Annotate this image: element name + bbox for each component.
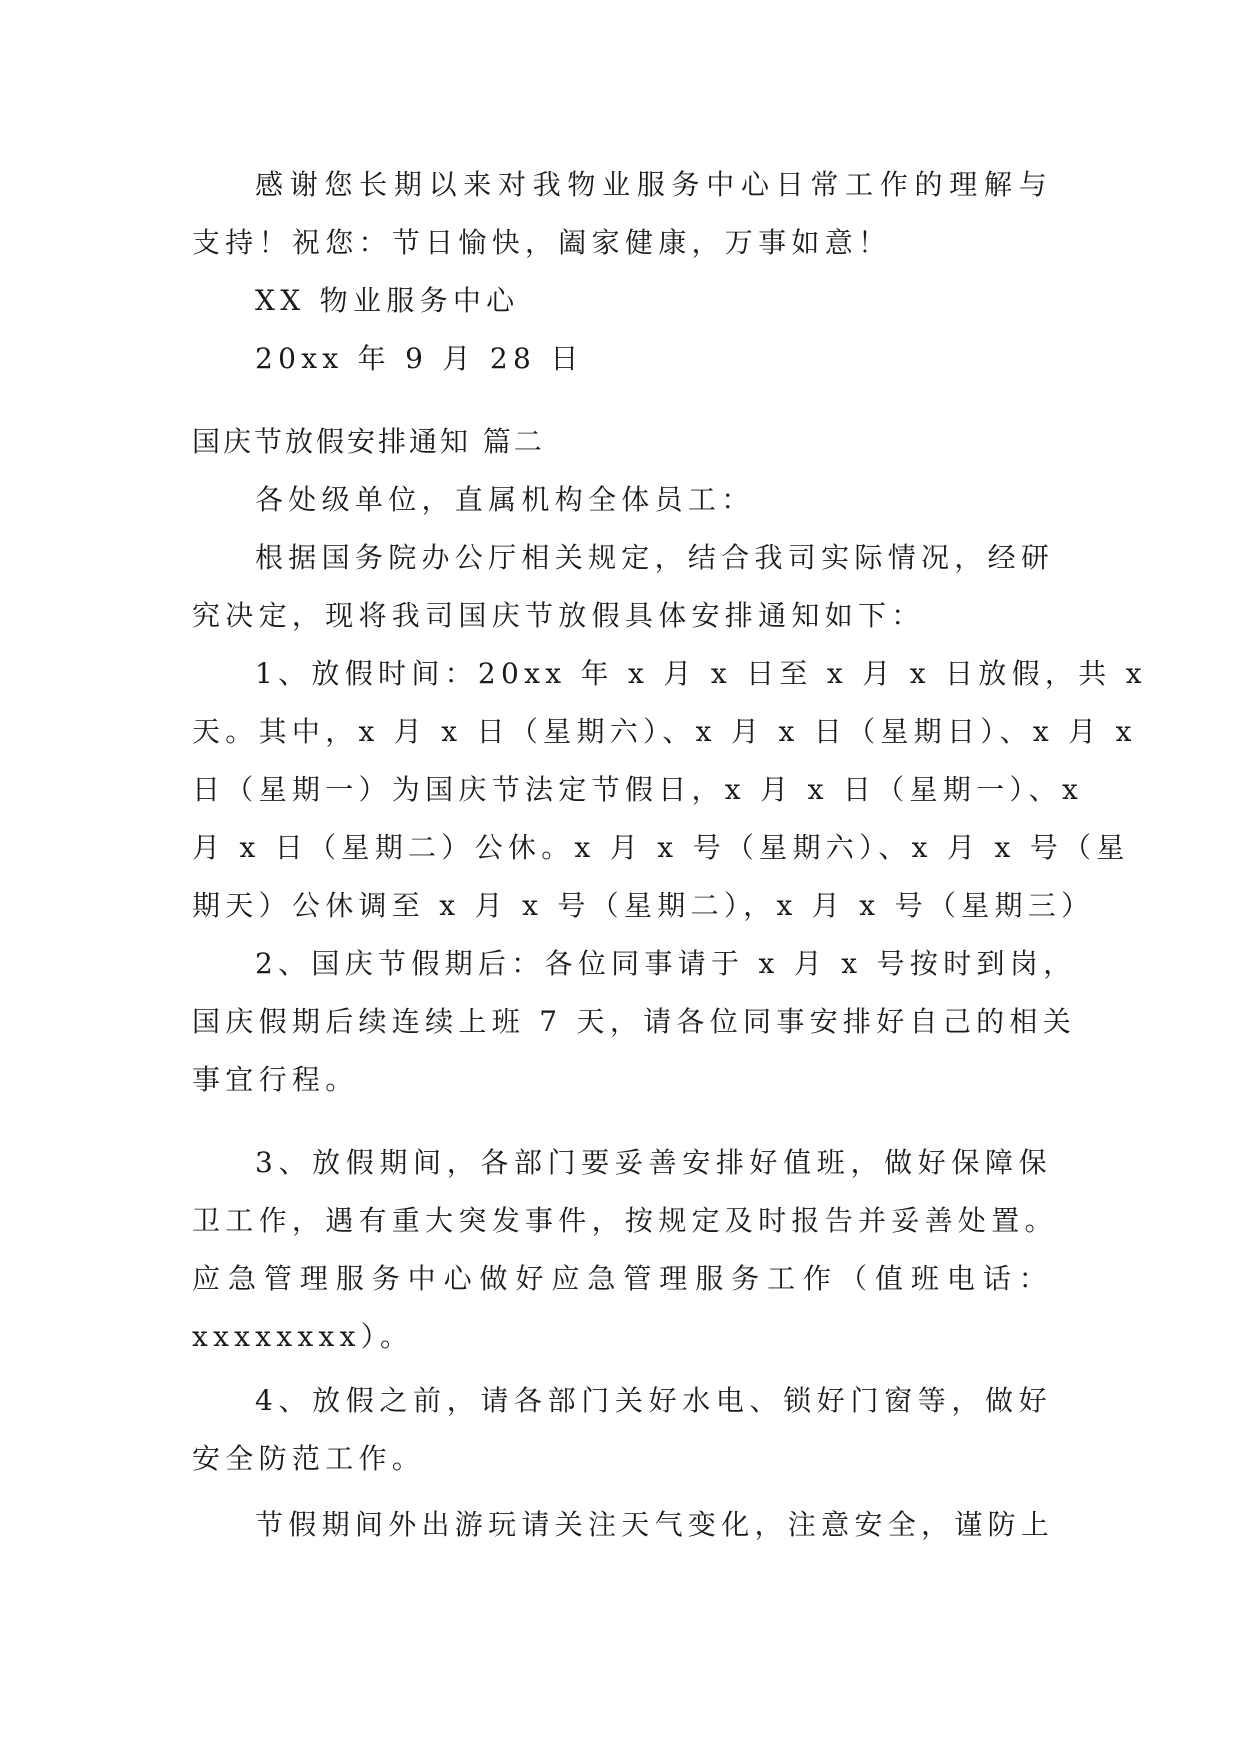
signature-date: 20xx 年 9 月 28 日	[255, 342, 584, 375]
paragraph-line: 根据国务院办公厅相关规定，结合我司实际情况，经研	[255, 541, 1055, 574]
paragraph-line: 事宜行程。	[192, 1063, 359, 1096]
paragraph-line: 卫工作，遇有重大突发事件，按规定及时报告并妥善处置。	[192, 1204, 1058, 1237]
paragraph-line: 支持！祝您：节日愉快，阖家健康，万事如意！	[192, 226, 892, 259]
paragraph-line: 安全防范工作。	[192, 1442, 426, 1475]
paragraph-line: 应急管理服务中心做好应急管理服务工作（值班电话：	[192, 1262, 1052, 1295]
paragraph-line: 国庆假期后续连续上班 7 天，请各位同事安排好自己的相关	[192, 1005, 1077, 1038]
paragraph-line: xxxxxxxx）。	[192, 1320, 414, 1353]
signature-org: XX 物业服务中心	[255, 284, 520, 317]
paragraph-line: 感谢您长期以来对我物业服务中心日常工作的理解与	[255, 168, 1052, 201]
paragraph-line: 期天）公休调至 x 月 x 号（星期二），x 月 x 号（星期三）	[192, 889, 1095, 922]
paragraph-line: 月 x 日（星期二）公休。x 月 x 号（星期六）、x 月 x 号（星	[192, 831, 1130, 864]
paragraph-line: 日（星期一）为国庆节法定节假日，x 月 x 日（星期一）、x	[192, 773, 1084, 806]
paragraph-line: 天。其中，x 月 x 日（星期六）、x 月 x 日（星期日）、x 月 x	[192, 715, 1137, 748]
paragraph-line: 4、放假之前，请各部门关好水电、锁好门窗等，做好	[255, 1384, 1052, 1417]
paragraph-line: 究决定，现将我司国庆节放假具体安排通知如下：	[192, 599, 925, 632]
salutation: 各处级单位，直属机构全体员工：	[255, 483, 755, 516]
paragraph-line: 1、放假时间：20xx 年 x 月 x 日至 x 月 x 日放假，共 x	[255, 657, 1147, 690]
section-heading: 国庆节放假安排通知 篇二	[192, 425, 545, 458]
paragraph-line: 2、国庆节假期后：各位同事请于 x 月 x 号按时到岗，	[255, 947, 1077, 980]
paragraph-line: 3、放假期间，各部门要妥善安排好值班，做好保障保	[255, 1146, 1052, 1179]
paragraph-line: 节假期间外出游玩请关注天气变化，注意安全，谨防上	[255, 1508, 1055, 1541]
